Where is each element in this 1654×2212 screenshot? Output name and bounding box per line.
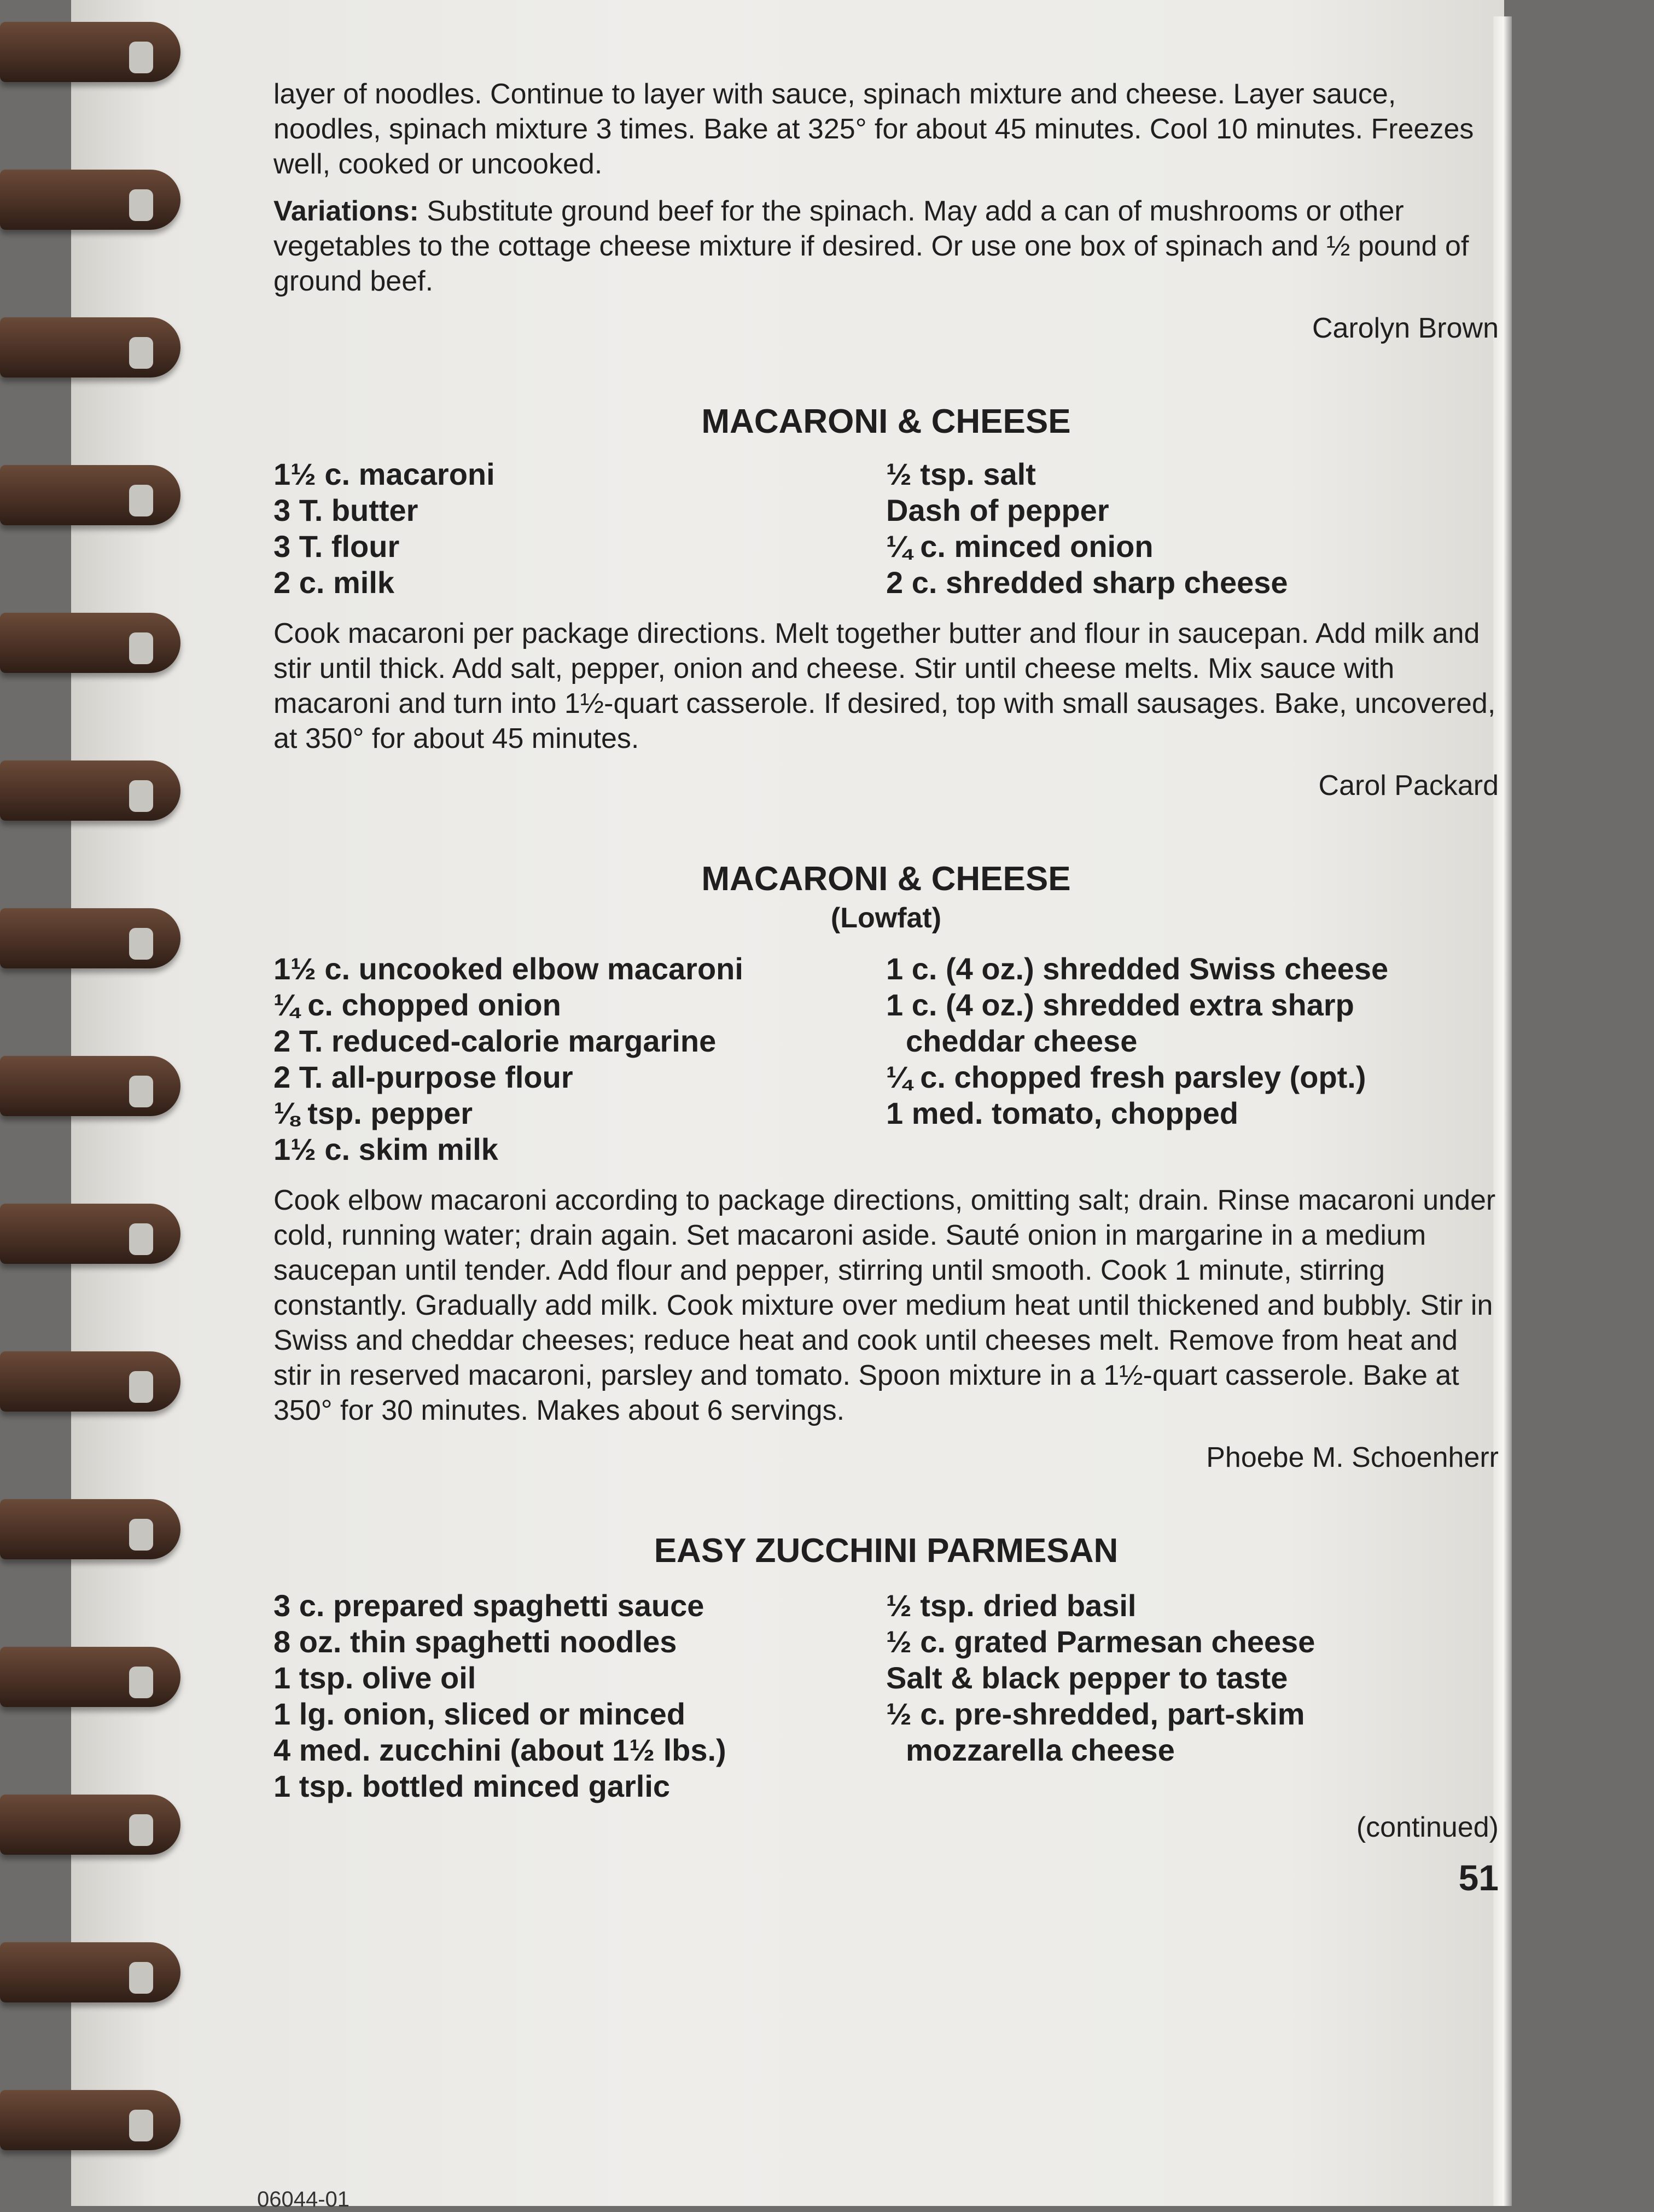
binding-coil-ring bbox=[0, 2090, 180, 2150]
ingredient: ½ c. grated Parmesan cheese bbox=[886, 1624, 1315, 1659]
ingredient: 1 c. (4 oz.) shredded Swiss cheese bbox=[886, 951, 1389, 986]
ingredients-left bbox=[273, 456, 886, 601]
ingredients-left bbox=[273, 1588, 886, 1804]
binding-coil bbox=[0, 908, 180, 968]
ingredient: Salt & black pepper to taste bbox=[886, 1661, 1288, 1695]
ingredient: 1 c. (4 oz.) shredded extra sharp bbox=[886, 988, 1354, 1022]
author-carolyn: Carolyn Brown bbox=[1312, 312, 1499, 344]
binding-coil bbox=[0, 1499, 180, 1559]
ingredient: 3 c. prepared spaghetti sauce bbox=[273, 1588, 704, 1623]
binding-hole bbox=[129, 42, 153, 73]
directions-lowfat: Cook elbow macaroni according to package directions, omitting salt; drain. Rinse macaroni under cold, running water; drain again. Set macaroni aside. Sauté onion in margarine in a medium saucepan until tender. Add flour and pepper, stirring until smooth. Cook 1 minute, stirring constantly. Gradually add milk. Cook mixture over medium heat until thickened and bubbly. Stir in Swiss and cheddar cheeses; reduce heat and cook until cheeses melt. Remove from heat and stir in reserved macaroni, parsley and tomato. Spoon mixture in a 1½-quart casserole. Bake at 350° for 30 minutes. Makes about 6 servings. bbox=[273, 1185, 1496, 1426]
binding-coil bbox=[0, 613, 180, 673]
binding-coil-ring bbox=[0, 1942, 180, 2002]
ingredients-macaroni-cheese bbox=[273, 456, 1499, 601]
intro-text: layer of noodles. Continue to layer with sauce, spinach mixture and cheese. Layer sauce, noodles, spinach mixture 3 times. Bake at 325° for about 45 minutes. Cool 10 minutes. Freezes well, cooked or uncooked. bbox=[273, 78, 1474, 180]
ingredient: ½ tsp. dried basil bbox=[886, 1588, 1137, 1623]
binding-coil bbox=[0, 22, 180, 82]
ingredient: ½ tsp. salt bbox=[886, 457, 1036, 491]
binding-coil bbox=[0, 1204, 180, 1264]
binding-coil bbox=[0, 1351, 180, 1412]
binding-coil bbox=[0, 2090, 180, 2150]
ingredient: 1½ c. uncooked elbow macaroni bbox=[273, 951, 743, 986]
binding-coil-ring bbox=[0, 1499, 180, 1559]
ingredient: Dash of pepper bbox=[886, 493, 1109, 527]
binding-coil-ring bbox=[0, 22, 180, 82]
binding-coil bbox=[0, 1942, 180, 2002]
ingredient: 3 T. butter bbox=[273, 493, 418, 527]
binding-coil bbox=[0, 1795, 180, 1855]
ingredient: 3 T. flour bbox=[273, 529, 400, 564]
binding-coil-ring bbox=[0, 1795, 180, 1855]
binding-coil-ring bbox=[0, 1056, 180, 1116]
ingredient: 1 lg. onion, sliced or minced bbox=[273, 1697, 686, 1731]
page-content bbox=[273, 77, 1499, 1900]
ingredient: ¼ c. minced onion bbox=[886, 529, 1154, 564]
ingredient: 1½ c. skim milk bbox=[273, 1132, 498, 1166]
binding-coil-ring bbox=[0, 1351, 180, 1412]
recipe-title-zucchini-parmesan: EASY ZUCCHINI PARMESAN bbox=[654, 1532, 1119, 1570]
binding-hole bbox=[129, 1814, 153, 1846]
binding-hole bbox=[129, 1962, 153, 1994]
binding-coil-ring bbox=[0, 760, 180, 821]
binding-hole bbox=[129, 189, 153, 221]
ingredients-right bbox=[886, 951, 1499, 1168]
variations-label: Variations: bbox=[273, 195, 419, 227]
binding-hole bbox=[129, 1667, 153, 1698]
author-phoebe: Phoebe M. Schoenherr bbox=[1206, 1442, 1499, 1473]
ingredient: 8 oz. thin spaghetti noodles bbox=[273, 1624, 677, 1659]
binding-coil bbox=[0, 1647, 180, 1707]
ingredients-left bbox=[273, 951, 886, 1168]
binding-coil-ring bbox=[0, 908, 180, 968]
ingredient: 1½ c. macaroni bbox=[273, 457, 495, 491]
ingredients-lowfat bbox=[273, 951, 1499, 1168]
directions-macaroni-cheese: Cook macaroni per package directions. Melt together butter and flour in saucepan. Add milk and stir until thick. Add salt, pepper, onion and cheese. Stir until cheese melts. Mix sauce with macaroni and turn into 1½-quart casserole. If desired, top with small sausages. Bake, uncovered, at 350° for about 45 minutes. bbox=[273, 618, 1496, 754]
binding-coil bbox=[0, 170, 180, 230]
ingredient: ¼ c. chopped onion bbox=[273, 988, 561, 1022]
variations-text: Substitute ground beef for the spinach. May add a can of mushrooms or other vegetables to the cottage cheese mixture if desired. Or use one box of spinach and ½ pound of ground beef. bbox=[273, 195, 1469, 297]
ingredient: ¼ c. chopped fresh parsley (opt.) bbox=[886, 1060, 1366, 1094]
binding-hole bbox=[129, 780, 153, 812]
continued-label: (continued) bbox=[1356, 1812, 1499, 1843]
recipe-title-macaroni-cheese-lowfat: MACARONI & CHEESE bbox=[701, 860, 1071, 898]
ingredient: 2 T. all-purpose flour bbox=[273, 1060, 573, 1094]
binding-coil-ring bbox=[0, 1204, 180, 1264]
binding-coil bbox=[0, 760, 180, 821]
binding-coil bbox=[0, 317, 180, 378]
recipe-title-macaroni-cheese: MACARONI & CHEESE bbox=[701, 403, 1071, 440]
ingredient: 1 med. tomato, chopped bbox=[886, 1096, 1239, 1130]
ingredient: 1 tsp. olive oil bbox=[273, 1661, 476, 1695]
binding-coil-ring bbox=[0, 317, 180, 378]
author-carol: Carol Packard bbox=[1318, 770, 1499, 802]
binding-coil-ring bbox=[0, 170, 180, 230]
binding-hole bbox=[129, 1076, 153, 1107]
ingredient: 1 tsp. bottled minced garlic bbox=[273, 1769, 671, 1803]
ingredient: 4 med. zucchini (about 1½ lbs.) bbox=[273, 1733, 726, 1767]
recipe-subtitle-lowfat: (Lowfat) bbox=[830, 902, 942, 934]
ingredients-zucchini bbox=[273, 1588, 1499, 1804]
binding-hole bbox=[129, 337, 153, 369]
ingredient: ⅛ tsp. pepper bbox=[273, 1096, 473, 1130]
binding-coil-ring bbox=[0, 465, 180, 525]
binding-hole bbox=[129, 2110, 153, 2141]
binding-hole bbox=[129, 928, 153, 960]
binding-coil bbox=[0, 1056, 180, 1116]
binding-hole bbox=[129, 485, 153, 516]
ingredient: 2 c. shredded sharp cheese bbox=[886, 565, 1288, 600]
binding-hole bbox=[129, 1371, 153, 1403]
ingredient: ½ c. pre-shredded, part-skim bbox=[886, 1697, 1305, 1731]
ingredient: mozzarella cheese bbox=[906, 1733, 1175, 1767]
binding-coil-ring bbox=[0, 1647, 180, 1707]
print-code: 06044-01 bbox=[257, 2187, 350, 2211]
page-number: 51 bbox=[1458, 1857, 1499, 1898]
ingredient: cheddar cheese bbox=[906, 1024, 1138, 1058]
ingredient: 2 T. reduced-calorie margarine bbox=[273, 1024, 717, 1058]
ingredient: 2 c. milk bbox=[273, 565, 395, 600]
binding-hole bbox=[129, 632, 153, 664]
binding-coil bbox=[0, 465, 180, 525]
binding-coil-ring bbox=[0, 613, 180, 673]
binding-hole bbox=[129, 1223, 153, 1255]
ingredients-right bbox=[886, 456, 1499, 601]
binding-hole bbox=[129, 1519, 153, 1551]
ingredients-right bbox=[886, 1588, 1499, 1804]
variations-paragraph bbox=[273, 194, 1499, 299]
